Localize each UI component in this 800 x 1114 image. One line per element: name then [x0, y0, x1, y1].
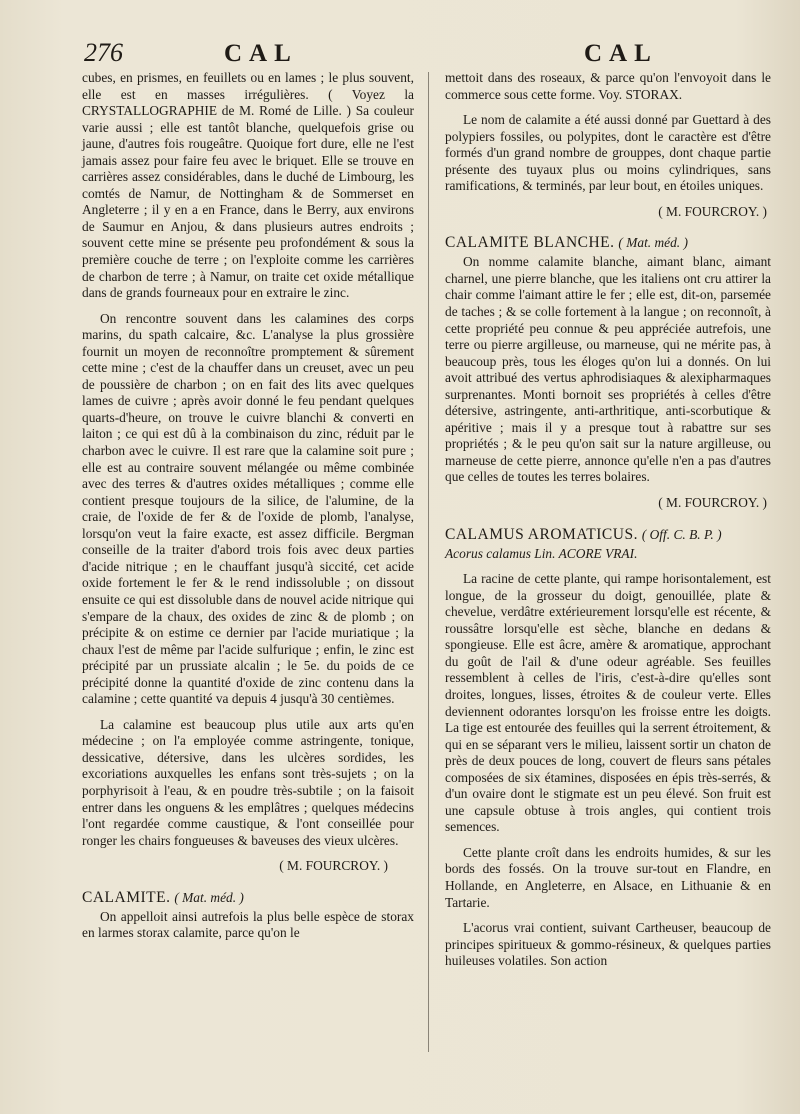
- author-signature: ( M. FOURCROY. ): [658, 495, 767, 511]
- running-head-right: CAL: [584, 40, 658, 67]
- entry-source: ( Off. C. B. P. ): [641, 526, 722, 542]
- paragraph: L'acorus vrai contient, suivant Cartheuser, beaucoup de principes spiritueux & gommo-résineux, & quelques parties huileuses volatiles. Son action: [445, 920, 771, 969]
- paragraph: Le nom de calamite a été aussi donné par Guettard à des polypiers fossiles, ou polypites, dont le caractère est d'être formés d'un grand nombre de grouppes, dont chaque partie présente des tuyaux plus ou moins cylindriques, sans ramifications, & terminés, par leur bout, en étoiles uniques.: [445, 112, 771, 194]
- entry-headword: CALAMITE BLANCHE.: [445, 234, 615, 252]
- page-number: 276: [84, 38, 123, 67]
- author-signature: ( M. FOURCROY. ): [658, 203, 767, 219]
- paragraph: La calamine est beaucoup plus utile aux arts qu'en médecine ; on l'a employée comme astringente, tonique, dessicative, détersive, dans les ulcères sordides, les excoriations auxquelles les enfans sont très-sujets ; on la porphyrisoit à l'eau, & en poudre très-subtile ; on la faisoit entrer dans les onguens & les emplâtres ; quelques médecins l'ont regardée comme caustique, & l'ont conseillée pour ronger les chairs fongueuses & baveuses des vieux ulcères.: [82, 716, 414, 848]
- entry-headword: CALAMUS AROMATICUS.: [445, 525, 638, 543]
- paragraph: On rencontre souvent dans les calamines des corps marins, du spath calcaire, &c. L'analyse la plus grossière fournit un moyen de reconnoître promptement & sûrement cette mine ; c'est de la chauffer dans un creuset, avec un peu de poussière de charbon ; on en fait des lits avec quelques lames de cuivre ; après avoir donné le feu pendant quelques quarts-d'heure, on trouve le cuivre blanchi & converti en laiton ; ce qui est dû à la combinaison du zinc, réduit par le charbon avec le cuivre. Il est rare que la calamine soit pure ; elle est au contraire souvent mélangée ou même combinée avec des terres & d'autres oxides métalliques ; comme elle contient presque toujours de la silice, de l'alumine, de la craie, de l'oxide de fer & de l'oxide de plomb, l'analyse, lorsqu'on veut la faire exacte, est assez difficile. Bergman conseille de la traiter d'abord trois fois avec deux parties d'acide nitrique ; en le chauffant jusqu'à siccité, cet acide oxide fortement le fer & le rend indissoluble ; on dissout ensuite ce qui est dissoluble dans de nouvel acide nitrique qui s'empare de la chaux, des oxides de zinc & de plomb ; on précipite & on estime ce dernier par l'acide muriatique ; la chaux l'est de même par l'acide sulfurique ; enfin, le zinc est précipité par un prussiate alcalin ; le 5e. du poids de ce précipité donne la quantité d'oxide de zinc contenu dans la calamine ; cette quantité va depuis 4 jusqu'à 30 centièmes.: [82, 310, 414, 707]
- running-head-left: CAL: [224, 40, 298, 67]
- left-column: [82, 70, 414, 942]
- entry-source: ( Mat. méd. ): [618, 235, 688, 251]
- paragraph: mettoit dans des roseaux, & parce qu'on l'envoyoit dans le commerce sous cette forme. Voy. STORAX.: [445, 70, 771, 102]
- column-rule: [428, 72, 429, 1052]
- entry-heading: [82, 888, 414, 907]
- paragraph: On appelloit ainsi autrefois la plus belle espèce de storax en larmes storax calamite, parce qu'on le: [82, 908, 414, 941]
- page-header: [84, 38, 774, 72]
- entry-heading: [445, 525, 771, 544]
- entry-source: ( Mat. méd. ): [174, 889, 244, 905]
- paragraph: On nomme calamite blanche, aimant blanc, aimant charnel, une pierre blanche, que les italiens ont cru attirer la chair comme l'aimant attire le fer ; elle est, dit-on, parsemée de taches ; & se colle fortement à la langue ; on reconnoît, à cette propriété peu connue & peu appréciée autrefois, une terre ou pierre argilleuse, ou marneuse, qui ne mérite pas, à beaucoup près, tous les éloges qu'on lui a donnés. On lui avoit attribué des vertus aphrodisiaques & alexipharmaques surprenantes. Monti bornoit ses propriétés à celles d'être détersive, astringente, anti-arthritique, anti-scorbutique & apéritive ; mais il y a presque tout à rabattre sur ses propriétés ; & le peu qu'on sait sur la nature argilleuse, ou marneuse de cette pierre, annonce qu'elle n'en a pas d'autres que celles de toutes les terres bolaires.: [445, 254, 771, 485]
- entry-heading: [445, 233, 771, 252]
- right-column: [445, 70, 771, 970]
- paragraph: La racine de cette plante, qui rampe horisontalement, est longue, de la grosseur du doigt, genouillée, plate & chevelue, verdâtre extérieurement lorsqu'elle est récente, & roussâtre lorsqu'elle est sèche, blanche en dedans & spongieuse. Elle est âcre, amère & aromatique, approchant du goût de l'ail & d'une odeur agréable. Ses feuilles ressemblent à celles de l'iris, c'est-à-dire qu'elles sont droites, longues, lisses, étroites & de couleur verte. Elles deviennent odorantes lorsqu'on les froisse entre les doigts. La tige est entourée des feuilles qui la serrent étroitement, & qui en se séparant vers le milieu, laissent sortir un chaton de près de deux pouces de long, couvert de fleurs sans pétales composées de six étamines, disposées en épis très-serrés, & d'un ovaire dont le stigmate est un peu élevé. Son fruit est une capsule obtuse à trois angles, qui contient trois semences.: [445, 571, 771, 835]
- entry-headword: CALAMITE.: [82, 888, 171, 906]
- entry-synonym: Acorus calamus Lin. ACORE VRAI.: [445, 545, 638, 561]
- author-signature: ( M. FOURCROY. ): [279, 858, 388, 874]
- paragraph: cubes, en prismes, en feuillets ou en lames ; le plus souvent, elle est en masses irrégulières. ( Voyez la CRYSTALLOGRAPHIE de M. Romé de Lille. ) Sa couleur varie aussi ; elle est tantôt blanche, quelquefois grise ou jaune, d'autres fois rougeâtre. Quoique fort dure, elle ne l'est jamais assez pour faire feu avec le briquet. Elle se trouve en carrières assez considérables, dans le duché de Limbourg, les comtés de Namur, de Nottingham & de Sommerset en Angleterre ; il y en a en France, dans le Berry, aux environs de Saumur en Anjou, & dans plusieurs autres endroits ; souvent cette mine se présente peu profondément & sous la première couche de terre ; on l'exploite comme les carrières de charbon de terre ; à Namur, on traite cet oxide métallique dans de grands fourneaux pour en extraire le zinc.: [82, 70, 414, 301]
- paragraph: Cette plante croît dans les endroits humides, & sur les bords des fossés. On la trouve sur-tout en Flandre, en Hollande, en Angleterre, en Alsace, en Lithuanie & en Tartarie.: [445, 844, 771, 910]
